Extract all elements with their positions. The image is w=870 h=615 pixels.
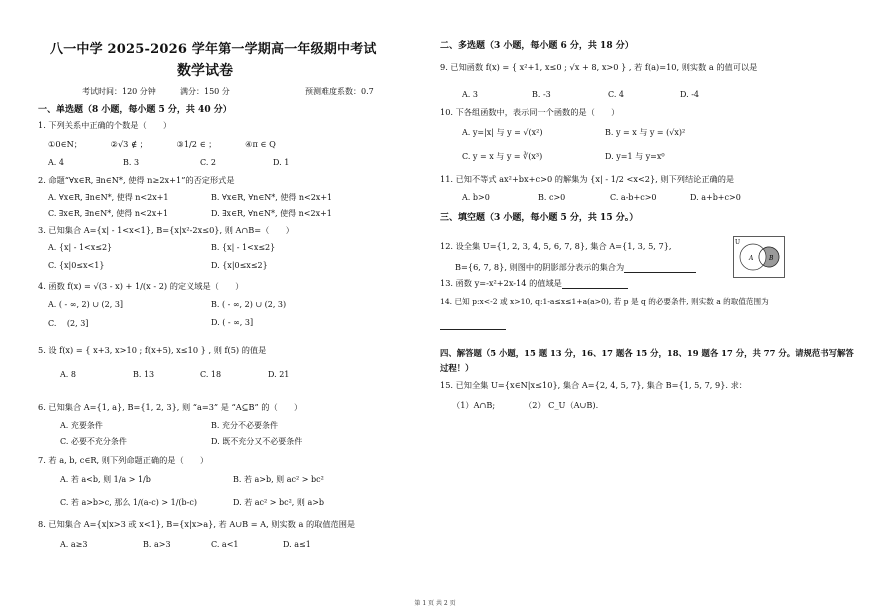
question-15: 15. 已知全集 U={x∈N|x≤10}, 集合 A={2, 4, 5, 7}, 集合 B={1, 5, 7, 9}. 求： — [440, 380, 747, 390]
option: C. a<1 — [211, 540, 239, 549]
option: B. y = x 与 y = (√x)² — [605, 128, 686, 137]
option: A. 若 a<b, 则 1/a > 1/b — [60, 475, 151, 484]
exam-time: 考试时间：120 分钟 — [82, 87, 156, 96]
question-12: 12. 设全集 U={1, 2, 3, 4, 5, 6, 7, 8}, 集合 A={1, 3, 5, 7}, — [440, 241, 672, 251]
option: C. ∃x∈R, ∃n∈N*, 使得 n<2x+1 — [48, 209, 169, 218]
option: C. 18 — [200, 370, 222, 379]
question-12-text: B={6, 7, 8}, 则图中的阴影部分表示的集合为 — [455, 262, 625, 272]
option: B. -3 — [532, 90, 551, 99]
question-9: 9. 已知函数 f(x) = { x²+1, x≤0 ; √x + 8, x>0 } , 若 f(a)=10, 则实数 a 的值可以是 — [440, 62, 758, 72]
question-15-part1: （1）A∩B; — [452, 400, 496, 410]
answer-blank[interactable] — [624, 263, 696, 273]
option: C. 若 a>b>c, 那么 1/(a-c) > 1/(b-c) — [60, 498, 197, 507]
option: A. b>0 — [462, 193, 490, 202]
section4-heading: 四、解答题（5 小题，15 题 13 分，16、17 题各 15 分，18、19 题各 17 分，共 77 分。请规范书写解答 — [440, 348, 854, 358]
option: C. 4 — [608, 90, 625, 99]
option: A. 8 — [60, 370, 76, 379]
option: C. {x|0≤x<1} — [48, 261, 105, 270]
page-footer: 第 1 页 共 2 页 — [414, 600, 456, 607]
option: B. c>0 — [538, 193, 566, 202]
venn-b-label: B — [769, 255, 774, 262]
option: A. ( - ∞, 2) ∪ (2, 3] — [48, 300, 124, 309]
section1-heading: 一、单选题（8 小题，每小题 5 分，共 40 分） — [38, 105, 232, 115]
question-13-text: 13. 函数 y=-x²+2x-14 的值域是 — [440, 278, 562, 288]
option: C. y = x 与 y = ∛(x³) — [462, 152, 543, 161]
option: D. a+b+c>0 — [690, 193, 741, 202]
section3-heading: 三、填空题（3 小题，每小题 5 分，共 15 分。） — [440, 213, 639, 223]
option: A. 4 — [48, 158, 64, 167]
question-13 — [440, 278, 628, 289]
venn-svg — [733, 236, 785, 278]
question-11: 11. 已知不等式 ax²+bx+c>0 的解集为 {x| - 1/2 <x<2}, 则下列结论正确的是 — [440, 174, 735, 184]
question-10: 10. 下各组函数中，表示同一个函数的是（ ） — [440, 107, 620, 117]
option: C. 必要不充分条件 — [60, 437, 127, 446]
option: C. 2 — [200, 158, 217, 167]
question-15-part2: （2） C_U（A∪B). — [524, 400, 599, 410]
option: B. 若 a>b, 则 ac² > bc² — [233, 475, 324, 484]
option: C. a-b+c>0 — [610, 193, 657, 202]
option: B. ∀x∈R, ∀n∈N*, 使得 n<2x+1 — [211, 193, 333, 202]
option: D. 若 ac² > bc², 则 a>b — [233, 498, 325, 507]
question-6: 6. 已知集合 A={1, a}, B={1, 2, 3}, 则 “a=3” 是 “A⊆B” 的（ ） — [38, 402, 303, 412]
question-14: 14. 已知 p:x<-2 或 x>10, q:1-a≤x≤1+a(a>0), 若 p 是 q 的必要条件, 则实数 a 的取值范围为 — [440, 297, 769, 306]
question-12-cont — [455, 262, 696, 273]
answer-blank[interactable] — [562, 279, 628, 289]
exam-difficulty: 预测难度系数：0.7 — [305, 87, 374, 96]
option: D. a≤1 — [283, 540, 311, 549]
option: D. ∃x∈R, ∀n∈N*, 使得 n<2x+1 — [211, 209, 332, 218]
option: D. y=1 与 y=x⁰ — [605, 152, 665, 161]
question-1-items: ①0∈N； ②√3 ∉ ； ③1/2 ∈ ； ④π ∈ Q — [48, 139, 276, 149]
option: D. 21 — [268, 370, 290, 379]
question-8: 8. 已知集合 A={x|x>3 或 x<1}, B={x|x>a}, 若 A∪B = A, 则实数 a 的取值范围是 — [38, 519, 356, 529]
section4-heading-cont: 过程！） — [440, 363, 474, 373]
question-2: 2. 命题“∀x∈R, ∃n∈N*, 使得 n≥2x+1”的否定形式是 — [38, 175, 235, 185]
venn-u-label: U — [735, 239, 741, 246]
exam-title: 八一中学 2025-2026 学年第一学期高一年级期中考试 — [50, 42, 377, 57]
option: B. {x| - 1<x≤2} — [211, 243, 276, 252]
question-3: 3. 已知集合 A={x| - 1<x<1}, B={x|x²-2x≤0}, 则 A∩B=（ ） — [38, 225, 294, 235]
question-5: 5. 设 f(x) = { x+3, x>10 ; f(x+5), x≤10 } , 则 f(5) 的值是 — [38, 345, 267, 355]
option: D. -4 — [680, 90, 700, 99]
exam-score: 满分：150 分 — [180, 87, 230, 96]
option: C. (2, 3] — [48, 319, 89, 328]
option: B. 3 — [123, 158, 140, 167]
question-14-blank-wrap — [440, 311, 506, 330]
option: B. ( - ∞, 2) ∪ (2, 3) — [211, 300, 287, 309]
exam-subtitle: 数学试卷 — [177, 63, 233, 79]
option: B. 充分不必要条件 — [211, 421, 278, 430]
answer-blank[interactable] — [440, 320, 506, 330]
option: D. 既不充分又不必要条件 — [211, 437, 303, 446]
option: A. {x| - 1<x≤2} — [48, 243, 113, 252]
option: D. ( - ∞, 3] — [211, 318, 254, 327]
option: A. 3 — [462, 90, 478, 99]
option: D. 1 — [273, 158, 290, 167]
venn-diagram — [733, 236, 785, 278]
question-1: 1. 下列关系中正确的个数是（ ） — [38, 120, 172, 130]
option: A. y=|x| 与 y = √(x²) — [462, 128, 543, 137]
venn-a-label: A — [749, 255, 754, 262]
option: D. {x|0≤x≤2} — [211, 261, 268, 270]
question-4: 4. 函数 f(x) = √(3 - x) + 1/(x - 2) 的定义域是（ ） — [38, 281, 244, 291]
question-7: 7. 若 a, b, c∈R, 则下列命题正确的是（ ） — [38, 455, 209, 465]
section2-heading: 二、多选题（3 小题，每小题 6 分，共 18 分） — [440, 41, 634, 51]
option: A. a≥3 — [60, 540, 88, 549]
option: A. 充要条件 — [60, 421, 103, 430]
option: A. ∀x∈R, ∃n∈N*, 使得 n<2x+1 — [48, 193, 169, 202]
option: B. 13 — [133, 370, 155, 379]
option: B. a>3 — [143, 540, 171, 549]
